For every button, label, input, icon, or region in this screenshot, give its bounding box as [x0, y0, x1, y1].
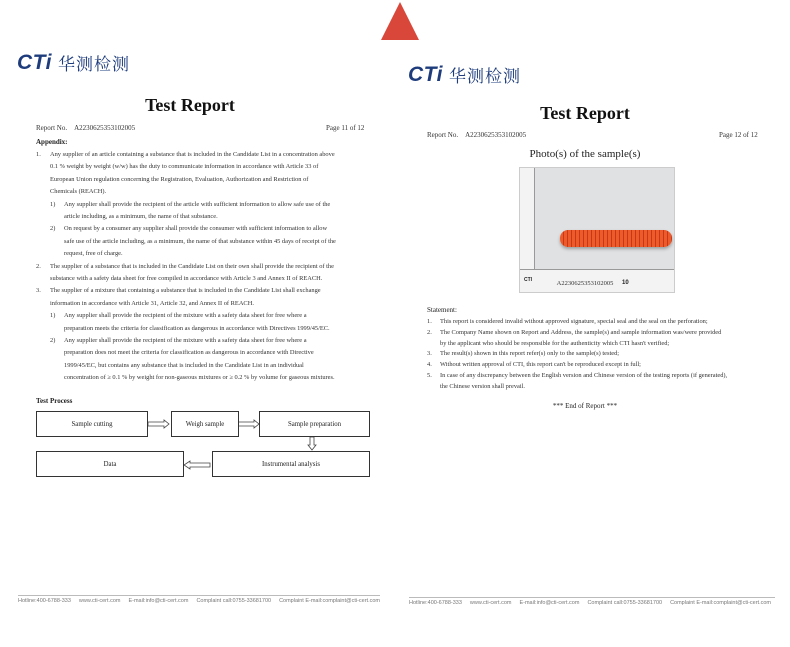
statement-item-number: 2. [427, 328, 432, 336]
page-title: Test Report [540, 103, 630, 123]
end-of-report: *** End of Report *** [552, 402, 618, 410]
statement-item-line: This report is considered invalid without approved signature, special seal and the seal on the perforation; [440, 318, 708, 325]
test-process-heading: Test Process [36, 397, 73, 405]
ruler-horizontal: CTI 10 [520, 269, 674, 292]
weigh-sample-box: Weigh sample [171, 411, 239, 437]
appendix-item-line: European Union regulation concerning the Registration, Evaluation, Authorization and Restriction of [50, 175, 309, 183]
appendix-item-line: Any supplier shall provide the recipient of the mixture with a safety data sheet for free where a [64, 312, 307, 320]
appendix-item-line: article including, as a minimum, the name of that substance. [64, 212, 218, 220]
report-no: Report No. A2230625353102005 [36, 124, 136, 132]
page-number: Page 12 of 12 [719, 131, 758, 139]
page-footer: Hotline:400-6788-333 www.cti-cert.com E-mail:info@cti-cert.com Complaint call:0755-33681700 Complaint E-mail:complaint@cti-cert.com [409, 597, 775, 606]
appendix-item-line: concentration of ≥ 0.1 % by weight for non-gaseous mixtures or ≥ 0.2 % by volume for gaseous mixtures. [64, 374, 335, 382]
statement-item-line: In case of any discrepancy between the English version and Chinese version of the testing reports (if generated), [440, 372, 728, 379]
appendix-item-number: 1. [36, 151, 41, 158]
statement-item-line: The Company Name shown on Report and Address, the sample(s) and sample information was/were provided [440, 328, 722, 336]
statement-heading: Statement: [427, 306, 457, 314]
cti-logo [408, 62, 521, 87]
photo-caption: A2230625353102005 [556, 280, 614, 287]
appendix-item-number: 2) [50, 337, 56, 344]
appendix-item-line: 0.1 % weight by weight (w/w) has the duty to communicate information in accordance with Article 33 of [50, 163, 319, 171]
statement-item-number: 3. [427, 350, 432, 358]
statement-item-line: The result(s) shown in this report refer(s) only to the sample(s) tested; [440, 350, 620, 358]
statement-item-line: by the applicant who should be responsible for the authenticity which CTI hasn't verified; [440, 339, 670, 347]
arrow-right-1 [148, 420, 169, 428]
instrumental-analysis-box: Instrumental analysis [212, 451, 370, 477]
statement-item-number: 4. [427, 361, 432, 369]
statement-item-line: Without written approval of CTI, this report can't be reproduced except in full; [440, 361, 641, 369]
appendix-item-number: 2. [36, 262, 41, 270]
appendix-item-line: substance with a safety data sheet for free compiled in accordance with Article 3 and Annex II of REACH. [50, 274, 323, 282]
sample-preparation-box: Sample preparation [259, 411, 370, 437]
appendix-item-number: 1) [50, 312, 56, 320]
appendix-item-line: safe use of the article including, as a minimum, the name of that substance within 45 days of receipt of the [64, 237, 336, 245]
arrow-down [308, 437, 316, 450]
appendix-item-number: 1) [50, 200, 56, 208]
logo-chinese: 华测检测 [448, 67, 521, 86]
report-no: Report No. A2230625353102005 [427, 131, 527, 139]
page-title: Test Report [145, 95, 235, 115]
statement-item-number: 1. [427, 318, 432, 325]
appendix-item-line: The supplier of a substance that is included in the Candidate List on their own shall provide the recipient of the [50, 262, 334, 270]
appendix-item-number: 3. [36, 287, 41, 295]
appendix-item-line: Any supplier shall provide the recipient of the article with sufficient information to allow safe use of the [64, 200, 331, 208]
arrow-right-2 [238, 420, 259, 428]
statement-item-line: the Chinese version shall prevail. [440, 382, 526, 390]
appendix-item-line: preparation meets the criteria for classification as dangerous in accordance with Directives 1999/45/EC. [64, 324, 330, 332]
logo-brand: CTi [17, 51, 52, 74]
appendix-item-line: On request by a consumer any supplier shall provide the consumer with sufficient information to allow [64, 225, 328, 233]
appendix-heading: Appendix: [36, 138, 68, 146]
photo-title: Photo(s) of the sample(s) [529, 148, 641, 160]
sample-cutting-box: Sample cutting [36, 411, 148, 437]
appendix-item-line: The supplier of a mixture that containing a substance that is included in the Candidate List shall exchange [50, 287, 321, 295]
appendix-item-line: information in accordance with Article 31, Article 32, and Annex II of REACH. [50, 299, 254, 307]
arrow-left [184, 461, 210, 469]
page-footer: Hotline:400-6788-333 www.cti-cert.com E-mail:info@cti-cert.com Complaint call:0755-33681700 Complaint E-mail:complaint@cti-cert.com [18, 595, 380, 604]
data-box: Data [36, 451, 184, 477]
statement-item-number: 5. [427, 372, 432, 379]
appendix-item-line: Any supplier shall provide the recipient of the mixture with a safety data sheet for free where a [64, 337, 307, 344]
report-page-12 [395, 0, 775, 647]
page-number: Page 11 of 12 [326, 124, 365, 132]
logo-chinese: 华测检测 [57, 55, 130, 74]
appendix-item-line: Any supplier of an article containing a substance that is included in the Candidate List in a concentration above [50, 151, 335, 158]
cti-logo [17, 50, 130, 75]
appendix-item-number: 2) [50, 225, 56, 233]
appendix-item-line: 1999/45/EC, but contains any substance that is included in the Candidate List in an individual [64, 361, 304, 369]
report-page-11 [0, 0, 380, 647]
logo-brand: CTi [408, 63, 443, 86]
appendix-item-line: Chemicals (REACH). [50, 188, 107, 196]
appendix-item-line: preparation does not meet the criteria for classification as dangerous in accordance with Directive [64, 349, 314, 357]
appendix-item-line: request, free of charge. [64, 250, 123, 258]
sample-photo [519, 167, 675, 293]
orange-tube-sample [560, 230, 672, 247]
